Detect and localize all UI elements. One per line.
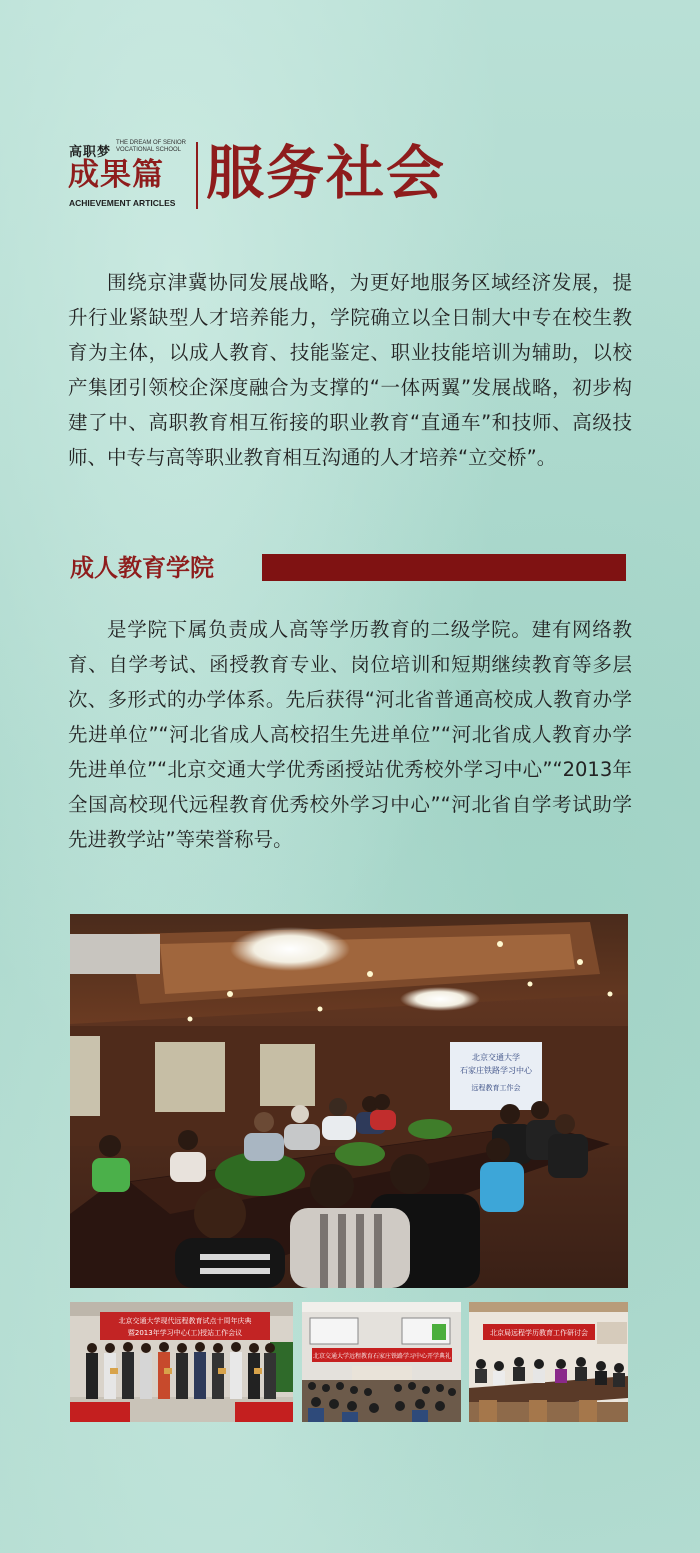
series-label: 高职梦 [69,145,112,160]
screen-line-2: 石家庄铁路学习中心 [460,1066,532,1075]
intro-paragraph: 围绕京津冀协同发展战略，为更好地服务区域经济发展，提升行业紧缺型人才培养能力，学院确立以全日制大中专在校生教育为主体，以成人教育、技能鉴定、职业技能培训为辅助，以校产集团引领校企深度融合为支撑的“一体两翼”发展战略，初步构建了中、高职教育相互衔接的职业教育“直通车”和技师、高级技师、中专与高等职业教育相互沟通的人才培养“立交桥”。 [68,271,632,469]
section-title-bar [262,554,626,581]
section-title: 成人教育学院 [70,554,214,582]
page-title: 服务社会 [206,139,447,207]
section-paragraph: 是学院下属负责成人高等学历教育的二级学院。建有网络教育、自学考试、函授教育专业、岗位培训和短期继续教育等多层次、多形式的办学体系。先后获得“河北省普通高校成人教育办学先进单位”“河北省成人高校招生先进单位”“河北省成人教育办学先进单位”“北京交通大学优秀函授站优秀校外学习中心”“2013年全国高校现代远程教育优秀校外学习中心”“河北省自学考试助学先进教学站”等荣誉称号。 [68,618,632,851]
opening-ceremony-photo [302,1302,461,1422]
ceremony-photo [70,1302,293,1422]
seminar-photo [469,1302,628,1422]
series-label-en: THE DREAM OF SENIOR VOCATIONAL SCHOOL [116,140,187,153]
chapter-label-en: ACHIEVEMENT ARTICLES [69,198,176,208]
screen-line-3: 远程教育工作会 [471,1084,521,1092]
header-divider [196,142,198,209]
banner-text: 北京交通大学远程教育石家庄铁路学习中心开学典礼 [312,1353,452,1360]
meeting-photo-main [70,914,628,1288]
banner-line-2: 暨2013年学习中心(工)授站工作会议 [127,1329,243,1337]
chapter-label: 成果篇 [68,157,164,193]
banner-line-1: 北京交通大学现代远程教育试点十周年庆典 [118,1317,252,1325]
screen-line-1: 北京交通大学 [472,1053,520,1062]
banner-text: 北京局远程学历教育工作研讨会 [490,1329,588,1337]
